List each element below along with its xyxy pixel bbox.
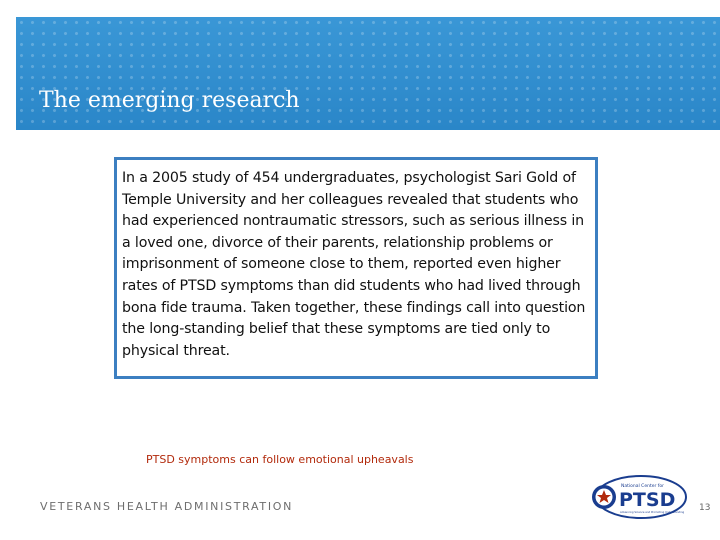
ptsd-logo [586,475,690,523]
body-text: In a 2005 study of 454 undergraduates, psychologist Sari Gold of Temple University and her colleagues revealed that students who had experienced nontraumatic stressors, such as serious illness in a loved one, divorce of their parents, relationship problems or imprisonment of someone close to them, reported even higher rates of PTSD symptoms than did students who had lived through bona fide trauma. Taken together, these findings call into question the long-standing belief that these symptoms are tied only to physical threat. [122,170,586,359]
body-text-box [114,157,598,379]
logo-tagline: Advancing Science and Promoting Understanding [620,511,685,514]
footer-organization: VETERANS HEALTH ADMINISTRATION [40,500,294,513]
header-banner [16,17,720,130]
caption: PTSD symptoms can follow emotional upheavals [146,453,414,466]
logo-heading: National Center for [621,484,664,489]
slide-title: The emerging research [39,88,300,113]
logo-ptsd-text: PTSD [619,489,676,511]
page-number: 13 [699,503,711,513]
